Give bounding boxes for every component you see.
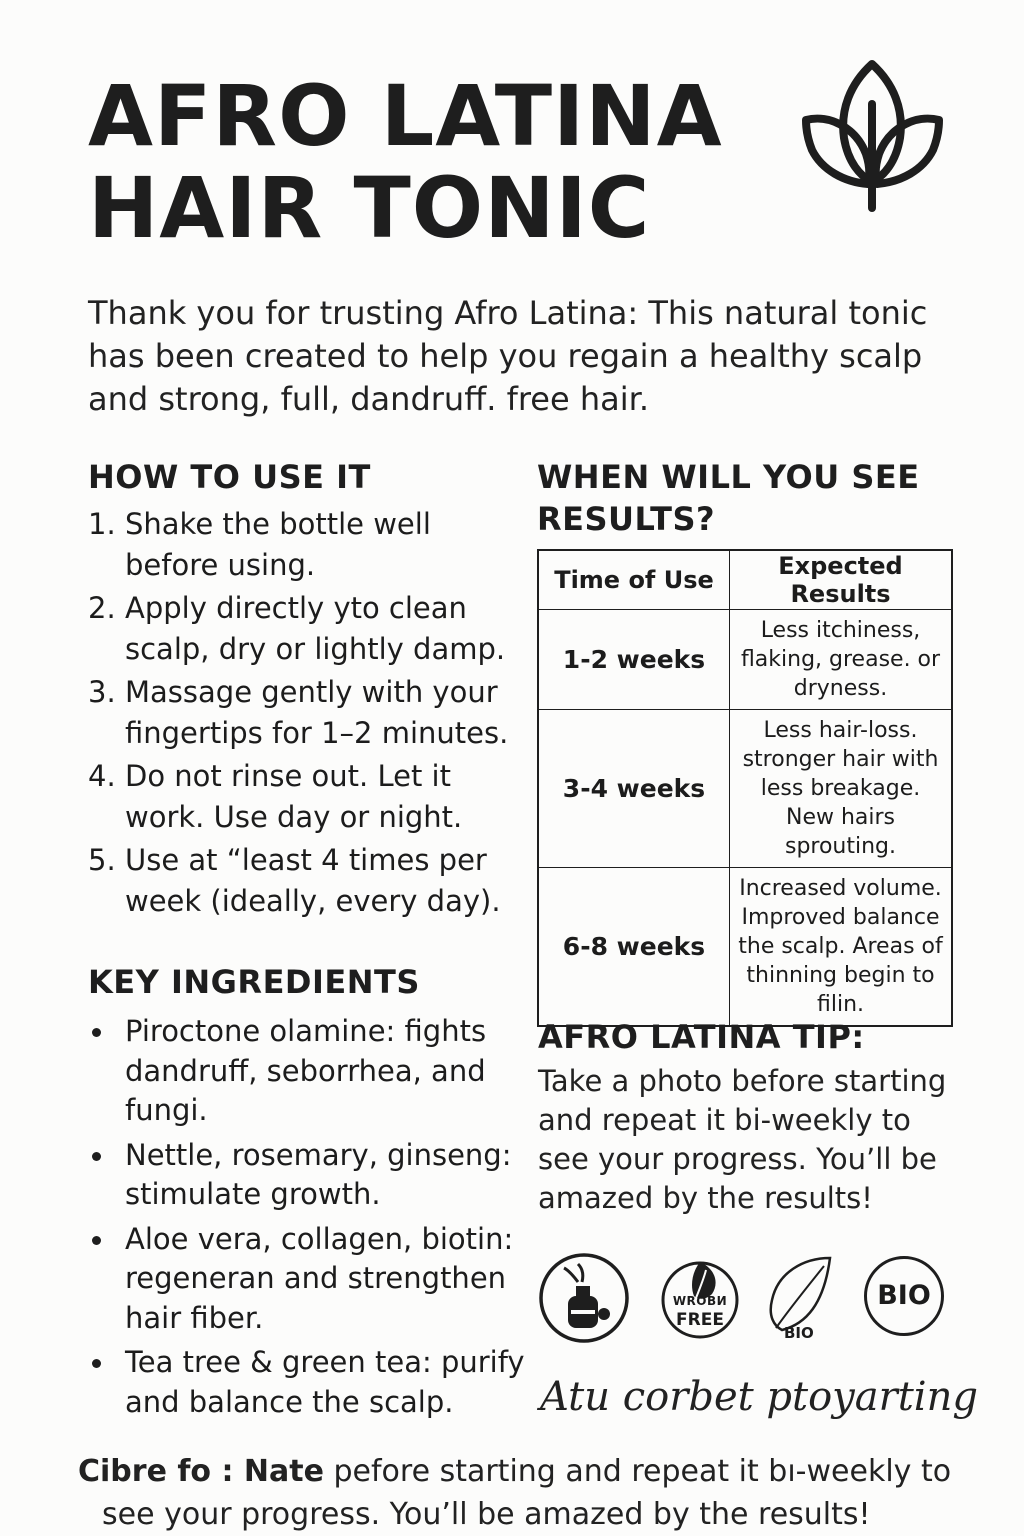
bullet-icon <box>92 1152 101 1161</box>
bullet-icon <box>92 1028 101 1037</box>
ingredient-text: Nettle, rosemary, ginseng: stimulate growth. <box>125 1137 512 1211</box>
tip-text: Take a photo before starting and repeat it bi-weekly to see your progress. You’ll be amazed by the results! <box>538 1064 947 1215</box>
page-title <box>88 67 788 257</box>
results-heading-line-2: RESULTS? <box>537 500 716 538</box>
script-signature-text: Atu corbet ptoyarting <box>540 1374 978 1420</box>
step-text: Do not rinse out. Let it work. Use day or night. <box>125 759 463 834</box>
step-number: 4. <box>88 759 116 793</box>
ingredient-text: Piroctone olamine: fights dandruff, seborrhea, and fungi. <box>125 1014 487 1127</box>
period-cell: 6-8 weeks <box>538 868 730 1027</box>
step-number: 1. <box>88 507 116 541</box>
cruelty-free-bottle-icon <box>538 1252 630 1344</box>
ingredient-text: Tea tree & green tea: purify and balance the scalp. <box>125 1345 525 1419</box>
results-heading <box>537 456 920 540</box>
step-text: Massage gently with your fingertips for 1–2 minutes. <box>125 675 509 750</box>
ingredient-item <box>88 1220 528 1339</box>
badge-label-top: WROBИ <box>672 1294 728 1308</box>
column-header-results: Expected Results <box>730 550 953 610</box>
result-cell: Increased volume. Improved balance the scalp. Areas of thinning begin to filin. <box>730 868 953 1027</box>
bullet-icon <box>92 1236 101 1245</box>
leaf-sprout-icon <box>800 58 945 213</box>
badge-row <box>538 1252 958 1352</box>
results-table <box>537 549 953 1027</box>
footer-text-1: pefore starting and repeat it bı-weekly to <box>323 1454 952 1489</box>
badge-label: BIO <box>784 1324 814 1342</box>
table-row <box>538 610 952 710</box>
period-cell: 1-2 weeks <box>538 610 730 710</box>
step-number: 3. <box>88 675 116 709</box>
result-cell: Less itchiness, flaking, grease. or dryness. <box>730 610 953 710</box>
ingredient-item <box>88 1343 528 1422</box>
result-cell: Less hair-loss. stronger hair with less breakage. New hairs sprouting. <box>730 710 953 868</box>
step-item <box>88 840 528 921</box>
how-to-use-heading: HOW TO USE IT <box>88 458 371 496</box>
bullet-icon <box>92 1359 101 1368</box>
period-cell: 3-4 weeks <box>538 710 730 868</box>
column-header-time: Time of Use <box>538 550 730 610</box>
intro-paragraph: Thank you for trusting Afro Latina: This natural tonic has been created to help you regain a healthy scalp and strong, full, dandruff. free hair. <box>88 294 928 418</box>
step-item <box>88 504 528 585</box>
title-line-1: AFRO LATINA <box>88 67 723 165</box>
table-row <box>538 868 952 1027</box>
table-header-row <box>538 550 952 610</box>
footer-line-2: see your progress. You’ll be amazed by the results! <box>102 1497 871 1532</box>
leaf-free-badge-icon <box>660 1254 740 1344</box>
footer-line-1 <box>78 1450 978 1493</box>
step-text: Use at “least 4 times per week (ideally, every day). <box>125 843 501 918</box>
tip-heading: AFRO LATINA TIP: <box>538 1018 865 1056</box>
step-text: Shake the bottle well before using. <box>125 507 431 582</box>
ingredient-item <box>88 1012 528 1131</box>
title-line-2: HAIR TONIC <box>88 159 651 257</box>
step-text: Apply directly yto clean scalp, dry or lightly damp. <box>125 591 506 666</box>
how-to-use-steps <box>88 504 528 924</box>
footer-lead: Cibre fo : Nate <box>78 1454 324 1489</box>
bio-leaf-icon <box>764 1254 836 1346</box>
step-number: 2. <box>88 591 116 625</box>
key-ingredients-heading: KEY INGREDIENTS <box>88 963 420 1001</box>
step-item <box>88 672 528 753</box>
step-item <box>88 588 528 669</box>
results-heading-line-1: WHEN WILL YOU SEE <box>537 458 920 496</box>
footer-note <box>78 1450 978 1536</box>
table-row <box>538 710 952 868</box>
ingredient-text: Aloe vera, collagen, biotin: regeneran and strengthen hair fiber. <box>125 1221 514 1335</box>
ingredient-item <box>88 1136 528 1215</box>
step-item <box>88 756 528 837</box>
bio-circle-icon: BIO <box>864 1256 944 1336</box>
step-number: 5. <box>88 843 116 877</box>
ingredients-list <box>88 1012 528 1427</box>
badge-label-bottom: FREE <box>676 1310 724 1330</box>
